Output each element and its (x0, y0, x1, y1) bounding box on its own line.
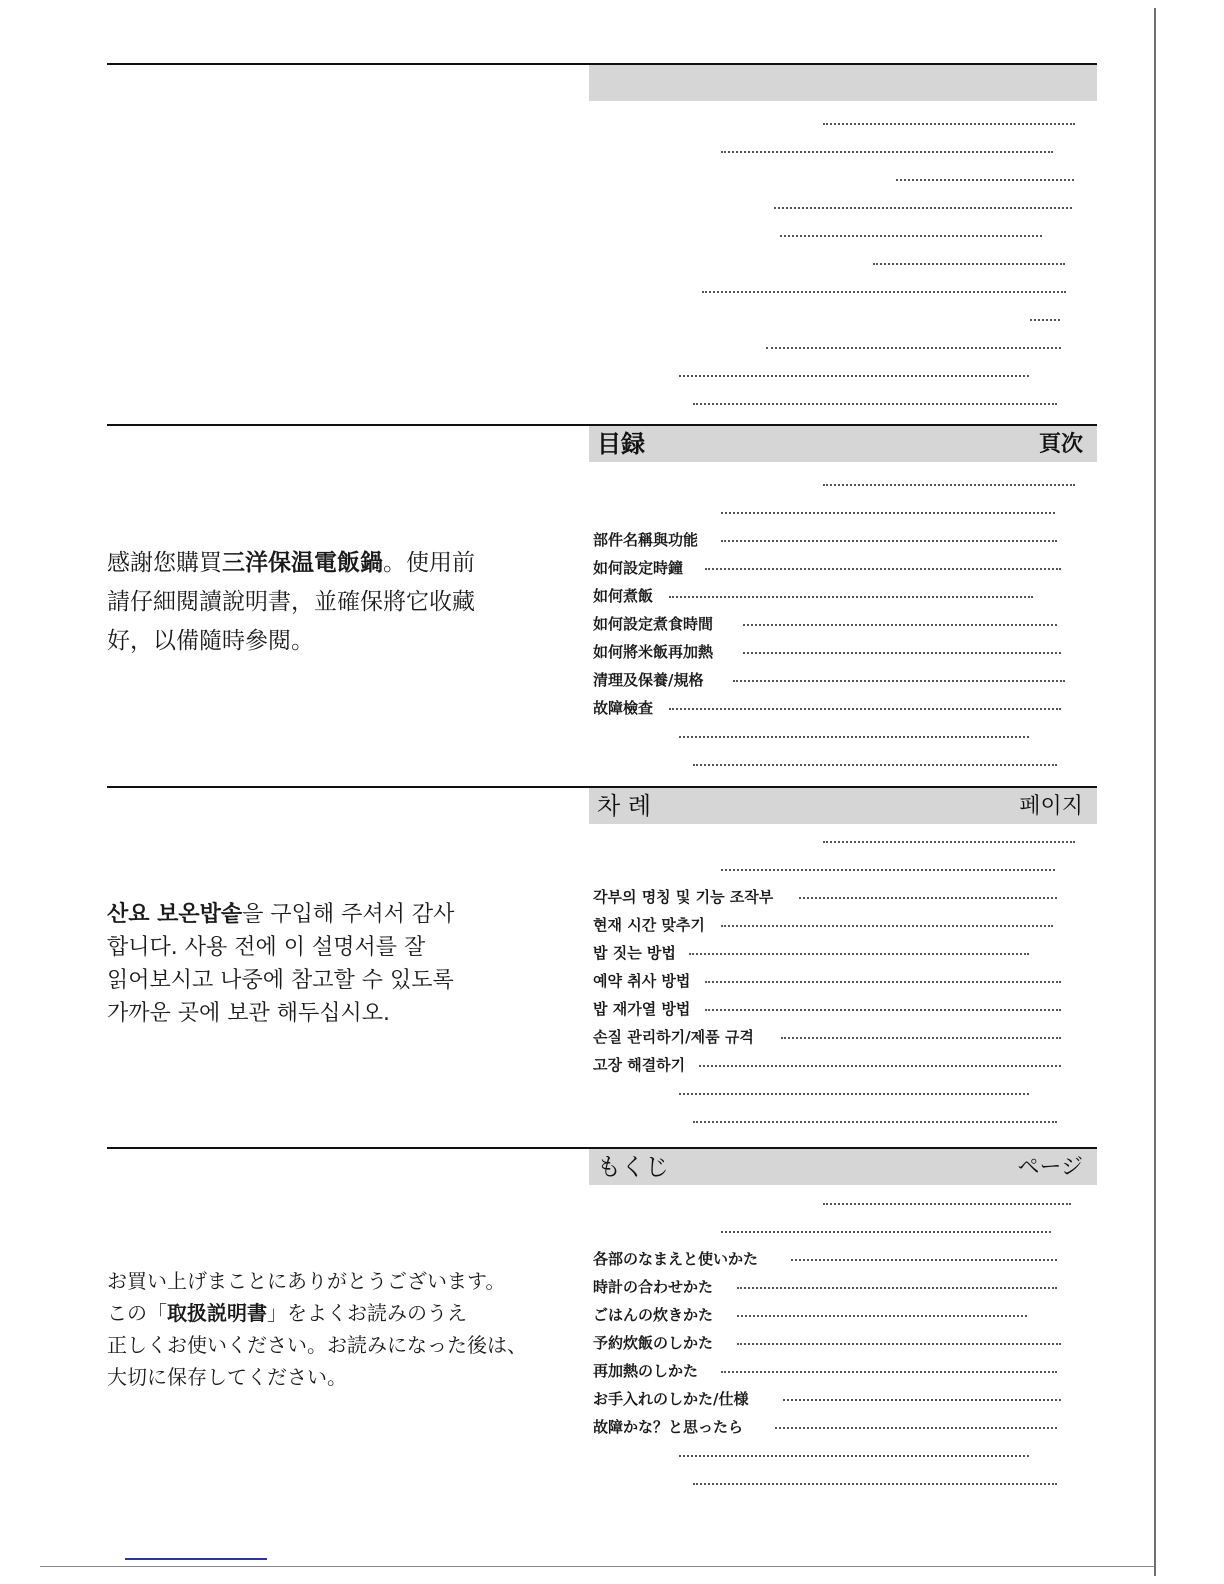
toc-header-chinese (589, 426, 1097, 462)
toc-row-blank (589, 1472, 1079, 1494)
toc-title: 目録 (597, 430, 645, 458)
toc-entry-label: 如何設定時鐘 (593, 557, 686, 579)
intro-line: 好，以備隨時參閱。 (107, 628, 314, 654)
toc-entry (589, 1360, 1079, 1382)
toc-entry (589, 697, 1079, 719)
toc-row-blank (589, 280, 1079, 302)
toc-header-korean (589, 788, 1097, 824)
toc-entry (589, 942, 1079, 964)
toc-entry-label: 如何將米飯再加熱 (593, 641, 716, 663)
toc-row-blank (589, 858, 1079, 880)
toc-row-blank (589, 252, 1079, 274)
page-bottom-line (40, 1566, 1154, 1567)
toc-entry-label: 각부의 명칭 및 기능 조작부 (593, 886, 776, 908)
intro-chinese (107, 544, 567, 661)
toc-row-blank (589, 168, 1079, 190)
toc-entry (589, 1276, 1079, 1298)
toc-entry-label: お手入れのしかた/仕様 (593, 1388, 751, 1410)
toc-entry (589, 1416, 1079, 1438)
toc-row-blank (589, 1082, 1079, 1104)
intro-line: 읽어보시고 나중에 참고할 수 있도록 (107, 968, 454, 993)
toc-row-blank (589, 392, 1079, 414)
intro-korean (107, 898, 567, 1030)
intro-line: この「取扱説明書」をよくお読みのうえ (107, 1301, 467, 1325)
toc-header-japanese (589, 1149, 1097, 1185)
toc-page-label: 페이지 (1019, 794, 1083, 819)
toc-entry (589, 1026, 1079, 1048)
toc-entry-label: 如何設定煮食時間 (593, 613, 716, 635)
toc-entry-label: 部件名稱與功能 (593, 529, 701, 551)
toc-entry-label: 故障檢查 (593, 697, 656, 719)
intro-line: 請仔細閱讀說明書，並確保將它收藏 (107, 589, 475, 615)
intro-line: 합니다. 사용 전에 이 설명서를 잘 (107, 935, 426, 960)
toc-row-blank (589, 830, 1079, 852)
toc-entry-label: ごはんの炊きかた (593, 1304, 716, 1326)
toc-entry (589, 970, 1079, 992)
toc-entry-label: 時計の合わせかた (593, 1276, 716, 1298)
toc-header-blank (589, 65, 1097, 101)
toc-row-blank (589, 1110, 1079, 1132)
toc-row-blank (589, 224, 1079, 246)
toc-entry (589, 641, 1079, 663)
toc-entry (589, 557, 1079, 579)
intro-japanese (107, 1265, 567, 1393)
toc-entry-label: 清理及保養/規格 (593, 669, 706, 691)
toc-entry-label: 各部のなまえと使いかた (593, 1248, 761, 1270)
intro-line: 感謝您購買三洋保温電飯鍋。使用前 (107, 550, 475, 576)
toc-page-label: ページ (1017, 1155, 1083, 1180)
toc-entry-label: 예약 취사 방법 (593, 970, 693, 992)
toc-entry-label: 再加熱のしかた (593, 1360, 701, 1382)
intro-line: 가까운 곳에 보관 해두십시오. (107, 1001, 390, 1026)
toc-entry-label: 현재 시간 맞추기 (593, 914, 708, 936)
toc-row-blank (589, 308, 1079, 330)
toc-entry (589, 1332, 1079, 1354)
toc-row-blank (589, 336, 1079, 358)
toc-row-blank (589, 473, 1079, 495)
intro-line: 正しくお使いください。お読みになった後は、 (107, 1333, 527, 1357)
toc-entry-label: 故障かな？と思ったら (593, 1416, 746, 1438)
intro-line: 大切に保存してください。 (107, 1365, 347, 1389)
product-name: 三洋保温電飯鍋 (222, 550, 383, 576)
toc-row-blank (589, 501, 1079, 523)
toc-title: 차 례 (597, 792, 651, 820)
toc-entry-label: 밥 짓는 방법 (593, 942, 679, 964)
toc-entry (589, 914, 1079, 936)
toc-row-blank (589, 364, 1079, 386)
toc-page-label: 頁次 (1038, 432, 1083, 457)
page-edge-line (1154, 8, 1156, 1576)
toc-row-blank (589, 196, 1079, 218)
toc-entry (589, 886, 1079, 908)
toc-entry (589, 585, 1079, 607)
toc-entry (589, 1248, 1079, 1270)
toc-entry (589, 1054, 1079, 1076)
toc-row-blank (589, 725, 1079, 747)
intro-line: お買い上げまことにありがとうございます。 (107, 1269, 506, 1293)
toc-row-blank (589, 753, 1079, 775)
toc-row-blank (589, 1192, 1079, 1214)
toc-entry-label: 밥 재가열 방법 (593, 998, 693, 1020)
product-name: 산요 보온밥솥 (107, 902, 243, 927)
toc-entry-label: 予約炊飯のしかた (593, 1332, 716, 1354)
toc-entry (589, 1304, 1079, 1326)
toc-entry (589, 529, 1079, 551)
toc-entry (589, 998, 1079, 1020)
toc-entry (589, 669, 1079, 691)
toc-row-blank (589, 1444, 1079, 1466)
intro-line: 산요 보온밥솥을 구입해 주셔서 감사 (107, 902, 455, 927)
toc-title: もくじ (597, 1153, 669, 1181)
toc-entry-label: 손질 관리하기/제품 규격 (593, 1026, 757, 1048)
toc-entry (589, 1388, 1079, 1410)
toc-entry-label: 如何煮飯 (593, 585, 656, 607)
toc-entry (589, 613, 1079, 635)
manual-name: 取扱説明書 (167, 1301, 267, 1325)
page-bottom-tab-mark (125, 1558, 267, 1560)
toc-row-blank (589, 112, 1079, 134)
toc-entry-label: 고장 해결하기 (593, 1054, 688, 1076)
toc-row-blank (589, 1220, 1079, 1242)
toc-row-blank (589, 140, 1079, 162)
